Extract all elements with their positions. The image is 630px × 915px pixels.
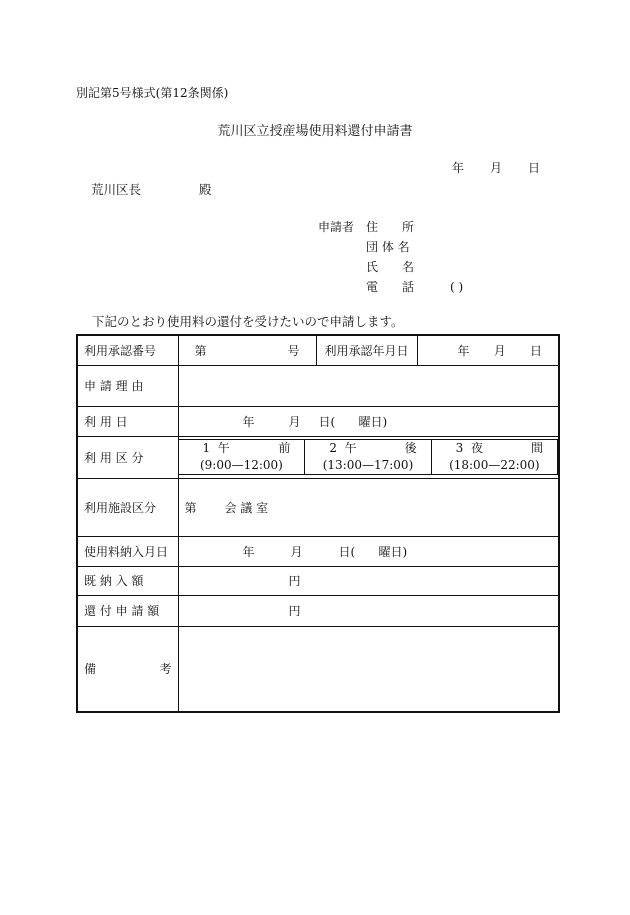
approval-date-label: 利用承認年月日	[316, 335, 417, 365]
approval-number-field[interactable]: 第 号	[178, 335, 316, 365]
approval-number-label: 利用承認番号	[77, 335, 178, 365]
application-table	[76, 334, 560, 713]
intro-text: 下記のとおり使用料の還付を受けたいので申請します。	[92, 314, 404, 329]
use-date-label: 利 用 日	[77, 406, 178, 436]
document-title: 荒川区立授産場使用料還付申請書	[217, 124, 413, 139]
facility-field[interactable]: 第 会 議 室	[178, 478, 559, 536]
facility-label: 利用施設区分	[77, 478, 178, 536]
row-payment-date	[77, 536, 559, 566]
form-number: 別記第5号様式(第12条関係)	[76, 86, 229, 100]
paid-amount-label: 既 納 入 額	[77, 566, 178, 595]
reason-field[interactable]	[178, 365, 559, 406]
payment-date-label: 使用料納入月日	[77, 536, 178, 566]
remarks-label: 備 考	[77, 626, 178, 712]
row-approval-number	[77, 335, 559, 365]
row-division	[77, 436, 559, 478]
reason-label: 申 請 理 由	[77, 365, 178, 406]
payment-date-field[interactable]: 年 月 日( 曜日)	[178, 536, 559, 566]
applicant-block	[318, 217, 518, 297]
date-month: 月	[490, 161, 503, 175]
addressee-honorific: 殿	[199, 182, 212, 197]
applicant-org-label: 団 体 名	[366, 240, 410, 254]
paid-amount-field[interactable]: 円	[178, 566, 559, 595]
row-facility	[77, 478, 559, 536]
refund-amount-field[interactable]: 円	[178, 595, 559, 626]
use-date-field[interactable]: 年 月 日( 曜日)	[178, 406, 559, 436]
addressee-name: 荒川区長	[91, 182, 142, 197]
date-day: 日	[528, 161, 541, 175]
row-use-date	[77, 406, 559, 436]
applicant-address-label: 住 所	[366, 220, 414, 234]
submission-date	[452, 159, 540, 176]
row-paid-amount	[77, 566, 559, 595]
division-slots	[178, 436, 559, 478]
slot-night[interactable]: 3 夜 間 (18:00—22:00)	[431, 440, 557, 475]
applicant-name-label: 氏 名	[366, 260, 414, 274]
row-reason	[77, 365, 559, 406]
division-label: 利 用 区 分	[77, 436, 178, 478]
applicant-label: 申請者	[318, 220, 355, 234]
addressee	[91, 180, 212, 198]
applicant-phone-paren: ( )	[450, 280, 464, 294]
applicant-phone-label: 電 話	[366, 280, 414, 294]
approval-date-field[interactable]: 年 月 日	[417, 335, 559, 365]
slot-morning[interactable]: 1 午 前 (9:00—12:00)	[179, 440, 305, 475]
refund-amount-label: 還 付 申 請 額	[77, 595, 178, 626]
slot-afternoon[interactable]: 2 午 後 (13:00—17:00)	[305, 440, 431, 475]
date-year: 年	[452, 161, 465, 175]
row-remarks	[77, 626, 559, 712]
remarks-field[interactable]	[178, 626, 559, 712]
row-refund-amount	[77, 595, 559, 626]
